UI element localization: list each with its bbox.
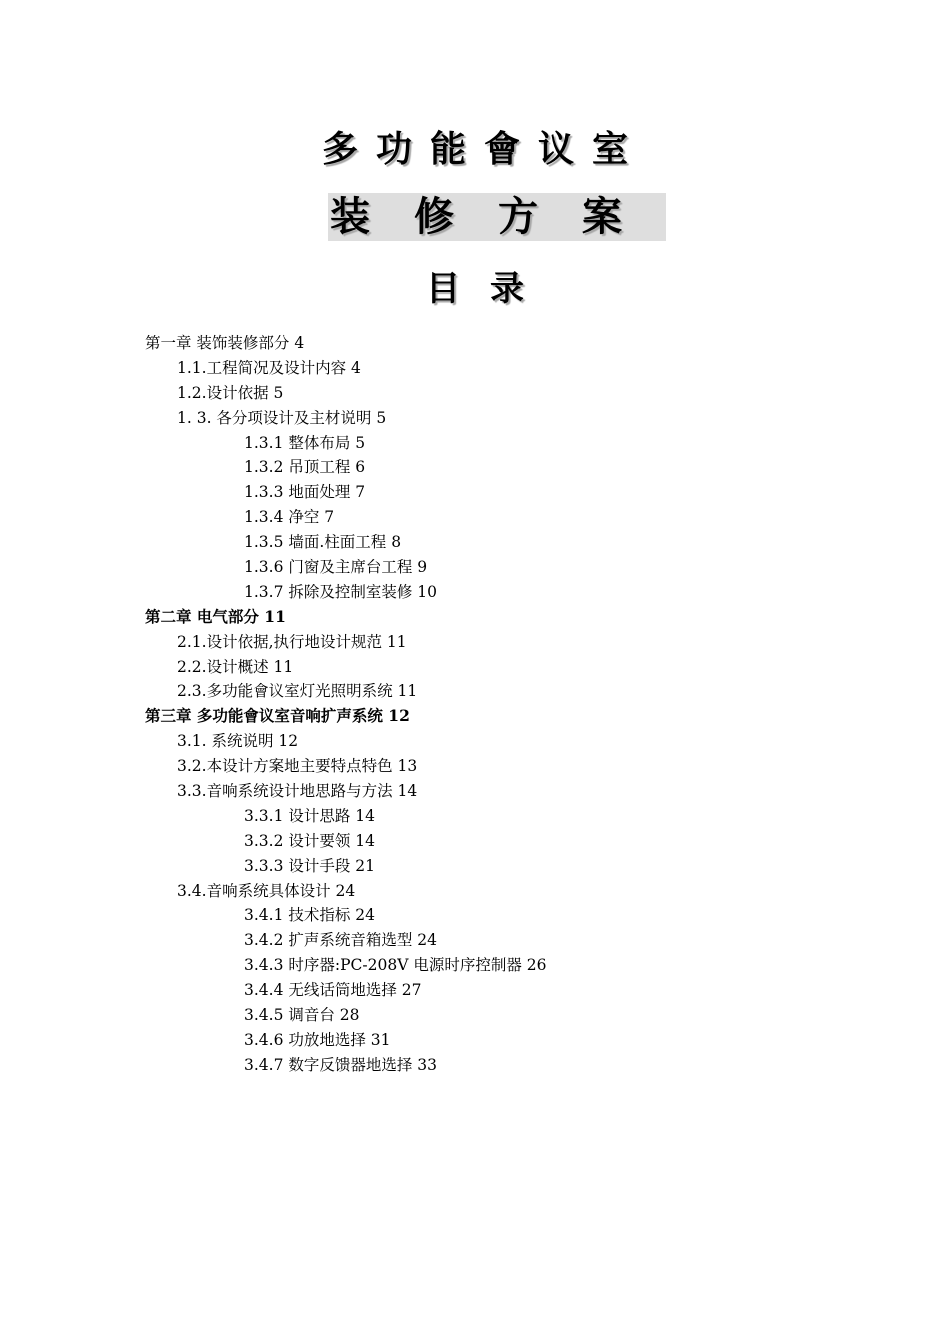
toc-subsection-entry[interactable]: 3.3.2 设计要领 14 <box>244 831 376 850</box>
toc-heading: 目录 <box>426 269 554 309</box>
toc-section-entry[interactable]: 3.4.音响系统具体设计 24 <box>177 881 356 900</box>
toc-subsection-entry[interactable]: 3.3.1 设计思路 14 <box>244 806 376 825</box>
toc-subsection-entry[interactable]: 3.4.5 调音台 28 <box>244 1006 360 1025</box>
toc-subsection-entry[interactable]: 3.3.3 设计手段 21 <box>244 856 376 875</box>
toc-subsection-entry[interactable]: 1.3.4 净空 7 <box>244 508 335 527</box>
toc-chapter-entry[interactable]: 第二章 电气部分 11 <box>145 606 286 626</box>
document-title: 多功能會议室 <box>321 129 646 170</box>
toc-subsection-entry[interactable]: 1.3.3 地面处理 7 <box>244 483 366 502</box>
table-of-contents <box>0 331 950 1078</box>
toc-section-entry[interactable]: 3.1. 系统说明 12 <box>177 732 299 751</box>
toc-section-entry[interactable]: 3.2.本设计方案地主要特点特色 13 <box>177 757 418 776</box>
toc-section-entry[interactable]: 2.2.设计概述 11 <box>177 657 294 676</box>
toc-subsection-entry[interactable]: 1.3.7 拆除及控制室装修 10 <box>244 582 438 601</box>
toc-section-entry[interactable]: 1.1.工程简况及设计内容 4 <box>177 358 361 377</box>
toc-subsection-entry[interactable]: 3.4.7 数字反馈器地选择 33 <box>244 1055 438 1074</box>
toc-section-entry[interactable]: 1.2.设计依据 5 <box>177 383 284 402</box>
toc-chapter-entry[interactable]: 第三章 多功能會议室音响扩声系统 12 <box>145 706 410 726</box>
toc-subsection-entry[interactable]: 1.3.5 墙面.柱面工程 8 <box>244 533 402 552</box>
toc-section-entry[interactable]: 2.3.多功能會议室灯光照明系统 11 <box>177 682 418 701</box>
document-subtitle: 装修方案 <box>330 194 666 240</box>
toc-section-entry[interactable]: 2.1.设计依据,执行地设计规范 11 <box>177 632 407 651</box>
toc-section-entry[interactable]: 3.3.音响系统设计地思路与方法 14 <box>177 782 418 801</box>
toc-subsection-entry[interactable]: 1.3.6 门窗及主席台工程 9 <box>244 558 428 577</box>
toc-subsection-entry[interactable]: 1.3.2 吊顶工程 6 <box>244 458 366 477</box>
toc-subsection-entry[interactable]: 3.4.1 技术指标 24 <box>244 906 376 925</box>
toc-chapter-entry[interactable]: 第一章 装饰装修部分 4 <box>145 334 305 352</box>
toc-section-entry[interactable]: 1. 3. 各分项设计及主材说明 5 <box>177 408 387 427</box>
toc-subsection-entry[interactable]: 1.3.1 整体布局 5 <box>244 433 366 452</box>
document-subtitle-wrap <box>0 193 950 241</box>
toc-subsection-entry[interactable]: 3.4.6 功放地选择 31 <box>244 1030 391 1049</box>
toc-subsection-entry[interactable]: 3.4.3 时序器:PC-208V 电源时序控制器 26 <box>244 956 547 975</box>
toc-subsection-entry[interactable]: 3.4.4 无线话筒地选择 27 <box>244 981 422 1000</box>
toc-subsection-entry[interactable]: 3.4.2 扩声系统音箱选型 24 <box>244 931 438 950</box>
